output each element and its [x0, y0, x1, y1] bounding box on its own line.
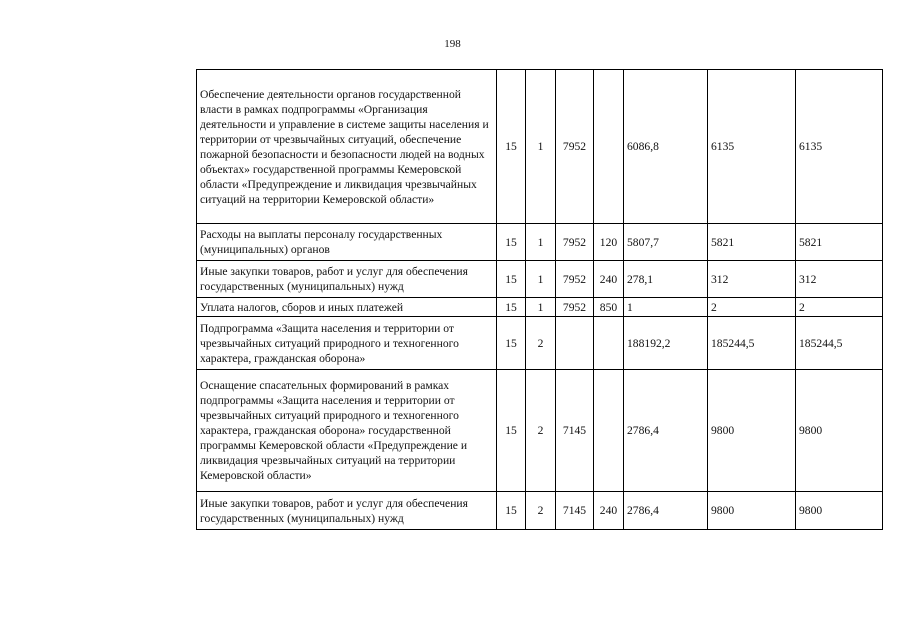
- amount-year-2: 185244,5: [708, 317, 796, 370]
- budget-table: [196, 69, 883, 530]
- section-code: 15: [497, 261, 526, 298]
- table-row: [197, 298, 883, 317]
- amount-year-3: 6135: [796, 70, 883, 224]
- subsection-code: 2: [526, 370, 556, 492]
- section-code: 15: [497, 492, 526, 530]
- amount-year-1: 2786,4: [624, 370, 708, 492]
- target-code: 7952: [556, 298, 594, 317]
- subsection-code: 2: [526, 492, 556, 530]
- row-description: Оснащение спасательных формирований в рамках подпрограммы «Защита населения и территории от чрезвычайных ситуаций природного и техногенного характера, гражданская оборона» государственной программы Кемеровской области «Предупреждение и ликвидация чрезвычайных ситуаций на территории Кемеровской области»: [197, 370, 497, 492]
- amount-year-2: 312: [708, 261, 796, 298]
- amount-year-3: 312: [796, 261, 883, 298]
- amount-year-3: 9800: [796, 370, 883, 492]
- row-description: Иные закупки товаров, работ и услуг для обеспечения государственных (муниципальных) нужд: [197, 261, 497, 298]
- target-code: 7952: [556, 261, 594, 298]
- amount-year-3: 9800: [796, 492, 883, 530]
- amount-year-2: 6135: [708, 70, 796, 224]
- row-description: Обеспечение деятельности органов государственной власти в рамках подпрограммы «Организация деятельности и управление в системе защиты населения и территории от чрезвычайных ситуаций, обеспечение пожарной безопасности и безопасности людей на водных объектах» государственной программы Кемеровской области «Предупреждение и ликвидация чрезвычайных ситуаций на территории Кемеровской области»: [197, 70, 497, 224]
- amount-year-3: 2: [796, 298, 883, 317]
- expense-type-code: [594, 370, 624, 492]
- row-description: Иные закупки товаров, работ и услуг для обеспечения государственных (муниципальных) нужд: [197, 492, 497, 530]
- target-code: [556, 317, 594, 370]
- amount-year-1: 1: [624, 298, 708, 317]
- page-number: 198: [444, 38, 461, 50]
- table-row: [197, 261, 883, 298]
- amount-year-1: 2786,4: [624, 492, 708, 530]
- row-description: Уплата налогов, сборов и иных платежей: [197, 298, 497, 317]
- amount-year-1: 5807,7: [624, 224, 708, 261]
- amount-year-2: 9800: [708, 492, 796, 530]
- table-row: [197, 70, 883, 224]
- target-code: 7952: [556, 224, 594, 261]
- expense-type-code: 850: [594, 298, 624, 317]
- amount-year-3: 185244,5: [796, 317, 883, 370]
- section-code: 15: [497, 70, 526, 224]
- subsection-code: 1: [526, 298, 556, 317]
- amount-year-2: 9800: [708, 370, 796, 492]
- amount-year-1: 278,1: [624, 261, 708, 298]
- subsection-code: 2: [526, 317, 556, 370]
- amount-year-2: 2: [708, 298, 796, 317]
- subsection-code: 1: [526, 70, 556, 224]
- row-description: Расходы на выплаты персоналу государственных (муниципальных) органов: [197, 224, 497, 261]
- section-code: 15: [497, 317, 526, 370]
- subsection-code: 1: [526, 261, 556, 298]
- target-code: 7952: [556, 70, 594, 224]
- expense-type-code: 240: [594, 492, 624, 530]
- table-row: [197, 224, 883, 261]
- section-code: 15: [497, 224, 526, 261]
- expense-type-code: 240: [594, 261, 624, 298]
- expense-type-code: [594, 70, 624, 224]
- row-description: Подпрограмма «Защита населения и территории от чрезвычайных ситуаций природного и техногенного характера, гражданская оборона»: [197, 317, 497, 370]
- target-code: 7145: [556, 370, 594, 492]
- section-code: 15: [497, 298, 526, 317]
- amount-year-2: 5821: [708, 224, 796, 261]
- subsection-code: 1: [526, 224, 556, 261]
- amount-year-1: 6086,8: [624, 70, 708, 224]
- amount-year-3: 5821: [796, 224, 883, 261]
- amount-year-1: 188192,2: [624, 317, 708, 370]
- table-row: [197, 317, 883, 370]
- table-row: [197, 370, 883, 492]
- expense-type-code: 120: [594, 224, 624, 261]
- expense-type-code: [594, 317, 624, 370]
- section-code: 15: [497, 370, 526, 492]
- target-code: 7145: [556, 492, 594, 530]
- table-row: [197, 492, 883, 530]
